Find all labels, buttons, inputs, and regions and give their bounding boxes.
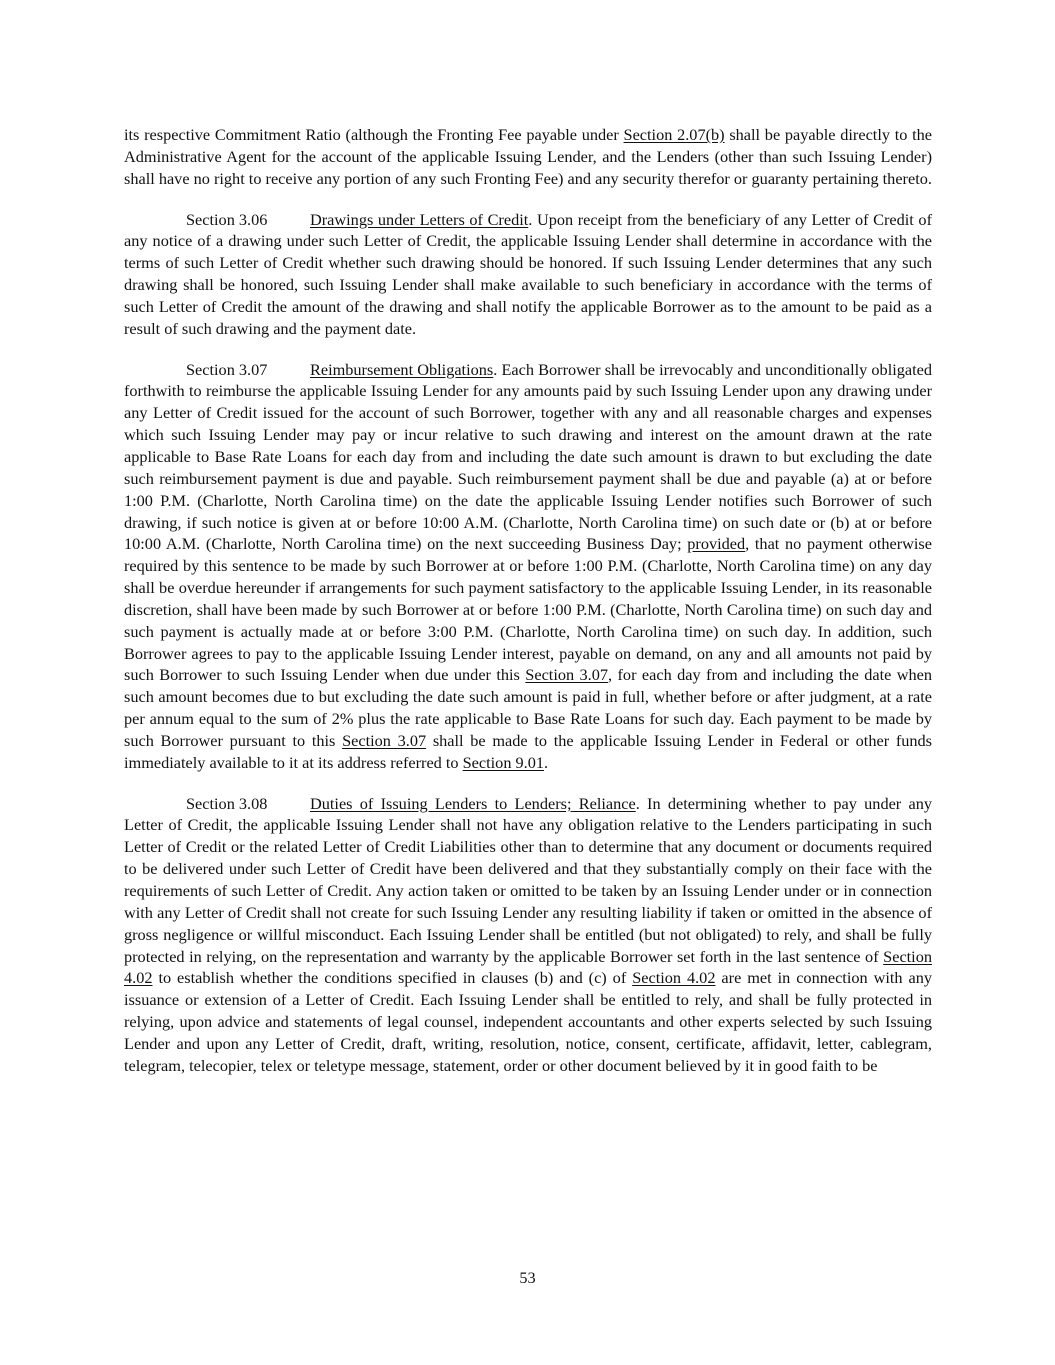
section-reference: Section 4.02 [632,968,716,988]
section-3-07 [124,359,932,774]
section-3-06 [124,209,932,340]
text-run: . Upon receipt from the beneficiary of any Letter of Credit of any notice of a drawing under such Letter of Credit, the applicable Issuing Lender shall determine in accordance with the terms of such Letter of Credit whether such drawing should be honored. If such Issuing Lender determines that any such drawing shall be honored, such Issuing Lender shall make available to such beneficiary in accordance with the terms of such Letter of Credit the amount of the drawing and shall notify the applicable Borrower as to the amount to be paid as a result of such drawing and the payment date. [124,209,932,338]
section-reference: Section 3.07 [525,665,609,685]
section-reference: Section 4.02 [124,946,932,988]
text-run: its respective Commitment Ratio (although the Fronting Fee payable under [124,125,624,144]
page-number: 53 [519,1268,536,1287]
text-run: . [544,752,549,772]
section-number: Section 3.06 [186,209,268,229]
section-number: Section 3.08 [186,793,268,813]
text-run: , that no payment otherwise required by this sentence to be made by such Borrower at or before 1:00 P.M. (Charlotte, North Carolina time) on any day shall be overdue hereunder if arrangements for such payment satisfactory to the applicable Issuing Lender, in its reasonable discretion, shall have been made by such Borrower at or before 1:00 P.M. (Charlotte, North Carolina time) on such day and such payment is actually made at or before 3:00 P.M. (Charlotte, North Carolina time) on such day. In addition, such Borrower agrees to pay to the applicable Issuing Lender interest, payable on demand, on any and all amounts not paid by such Borrower to such Issuing Lender when due under this [124,534,932,685]
section-heading: Duties of Issuing Lenders to Lenders; Reliance [310,793,636,813]
section-reference: Section 3.07 [342,730,427,750]
text-run: , for each day from and including the date when such amount becomes due to but excluding the date such amount is paid in full, whether before or after judgment, at a rate per annum equal to the sum of 2% plus the rate applicable to Base Rate Loans for such day. Each payment to be made by such Borrower pursuant to this [124,665,932,750]
section-number: Section 3.07 [186,359,268,379]
section-reference: Section 9.01 [462,752,545,772]
section-heading: Drawings under Letters of Credit [310,209,529,229]
text-run: . Each Borrower shall be irrevocably and unconditionally obligated forthwith to reimburse the applicable Issuing Lender for any amounts paid by such Issuing Lender upon any drawing under any Letter of Credit issued for the account of such Borrower, together with any and all reasonable charges and expenses which such Issuing Lender may pay or incur relative to such drawing and interest on the amount drawn at the rate applicable to Base Rate Loans for each day from and including the date such amount is drawn to but excluding the date such reimbursement payment is due and payable. Such reimbursement payment shall be due and payable (a) at or before 1:00 P.M. (Charlotte, North Carolina time) on the date the applicable Issuing Lender notifies such Borrower of such drawing, if such notice is given at or before 10:00 A.M. (Charlotte, North Carolina time) on such date or (b) at or before 10:00 A.M. (Charlotte, North Carolina time) on the next succeeding Business Day; [124,359,933,554]
text-run: are met in connection with any issuance or extension of a Letter of Credit. Each Issuing Lender shall be entitled to rely, and shall be fully protected in relying, upon advice and statements of legal counsel, independent accountants and other experts selected by such Issuing Lender and upon any Letter of Credit, draft, writing, resolution, notice, consent, certificate, affidavit, letter, cablegram, telegram, telecopier, telex or teletype message, statement, order or other document believed by it in good faith to be [124,968,932,1075]
text-run: . In determining whether to pay under any Letter of Credit, the applicable Issuing Lender shall not have any obligation relative to the Lenders participating in such Letter of Credit or the related Letter of Credit Liabilities other than to determine that any document or documents required to be delivered under such Letter of Credit have been delivered and that they substantially comply on their face with the requirements of such Letter of Credit. Any action taken or omitted to be taken by an Issuing Lender under or in connection with any Letter of Credit shall not create for such Issuing Lender any resulting liability if taken or omitted in the absence of gross negligence or willful misconduct. Each Issuing Lender shall be entitled (but not obligated) to rely, and shall be fully protected in relying, on the representation and warranty by the applicable Borrower set forth in the last sentence of [124,793,932,966]
text-run: shall be made to the applicable Issuing Lender in Federal or other funds immediately available to it at its address referred to [124,730,933,772]
section-heading: Reimbursement Obligations [310,359,494,379]
text-run: shall be payable directly to the Administrative Agent for the account of the applicable Issuing Lender, and the Lenders (other than such Issuing Lender) shall have no right to receive any portion of any such Fronting Fee) and any security therefor or guaranty pertaining thereto. [124,125,933,188]
section-3-08 [124,793,932,1077]
paragraph-continuation [124,124,932,190]
text-run: to establish whether the conditions specified in clauses (b) and (c) of [152,968,633,988]
document-page [124,124,932,1096]
section-reference: Section 2.07(b) [623,125,725,144]
provided-term: provided [687,534,746,554]
